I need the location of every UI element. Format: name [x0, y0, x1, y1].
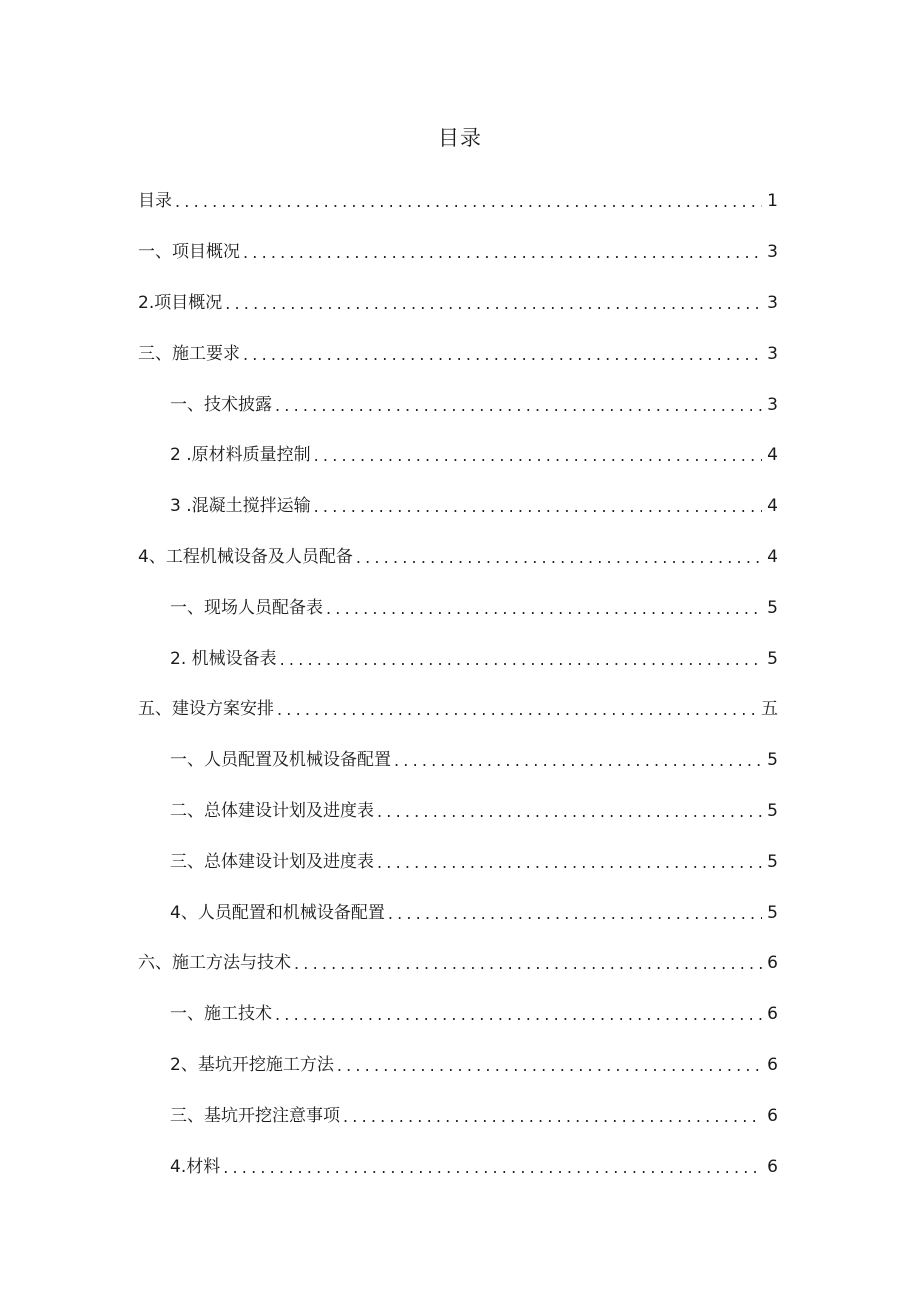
- toc-entry-label: 2、基坑开挖施工方法: [170, 1054, 334, 1075]
- dot-leader: [314, 445, 763, 467]
- toc-entry-page: 3: [767, 242, 778, 263]
- toc-entry-page: 3: [767, 343, 778, 364]
- dot-leader: [175, 191, 762, 213]
- dot-leader: [275, 1004, 762, 1026]
- toc-entry[interactable]: [138, 227, 778, 278]
- toc-entry[interactable]: [138, 887, 778, 938]
- toc-entry[interactable]: [138, 278, 778, 329]
- toc-entry-label: 一、技术披露: [170, 394, 272, 415]
- toc-entry-page: 3: [767, 292, 778, 313]
- dot-leader: [337, 1055, 762, 1077]
- toc-entry-label: 2. 机械设备表: [170, 648, 277, 669]
- toc-entry-page: 5: [767, 800, 778, 821]
- toc-list: [138, 176, 778, 1192]
- toc-entry-page: 五: [761, 699, 778, 720]
- toc-entry[interactable]: [138, 786, 778, 837]
- toc-entry[interactable]: [138, 1141, 778, 1192]
- toc-entry[interactable]: [138, 735, 778, 786]
- toc-entry-label: 4、工程机械设备及人员配备: [138, 546, 353, 567]
- toc-title: 目录: [438, 126, 482, 150]
- dot-leader: [275, 395, 762, 417]
- toc-entry-page: 5: [767, 648, 778, 669]
- toc-entry[interactable]: [138, 836, 778, 887]
- dot-leader: [377, 852, 762, 874]
- toc-entry-label: 3 .混凝土搅拌运输: [170, 496, 311, 517]
- toc-entry[interactable]: [138, 532, 778, 583]
- toc-entry-page: 5: [767, 902, 778, 923]
- toc-entry[interactable]: [138, 1040, 778, 1091]
- toc-entry-page: 5: [767, 750, 778, 771]
- toc-entry-label: 六、施工方法与技术: [138, 953, 291, 974]
- dot-leader: [243, 242, 762, 264]
- dot-leader: [356, 547, 762, 569]
- toc-entry[interactable]: [138, 379, 778, 430]
- toc-entry[interactable]: [138, 1090, 778, 1141]
- dot-leader: [343, 1106, 762, 1128]
- toc-entry-page: 5: [767, 851, 778, 872]
- dot-leader: [277, 699, 756, 721]
- toc-entry-page: 5: [767, 597, 778, 618]
- toc-entry-label: 二、总体建设计划及进度表: [170, 800, 374, 821]
- toc-entry-label: 三、基坑开挖注意事项: [170, 1105, 340, 1126]
- dot-leader: [394, 750, 762, 772]
- toc-entry-label: 4.材料: [170, 1156, 221, 1177]
- toc-entry-page: 6: [767, 1004, 778, 1025]
- toc-entry-page: 3: [767, 394, 778, 415]
- toc-entry-page: 1: [767, 191, 778, 212]
- toc-entry[interactable]: [138, 633, 778, 684]
- dot-leader: [243, 344, 762, 366]
- toc-entry-page: 6: [767, 1156, 778, 1177]
- toc-entry-page: 4: [767, 445, 778, 466]
- toc-entry-label: 一、现场人员配备表: [170, 597, 323, 618]
- dot-leader: [314, 496, 763, 518]
- toc-entry-page: 6: [767, 1105, 778, 1126]
- toc-entry[interactable]: [138, 430, 778, 481]
- dot-leader: [377, 801, 762, 823]
- dot-leader: [326, 598, 762, 620]
- dot-leader: [294, 953, 762, 975]
- toc-entry[interactable]: [138, 481, 778, 532]
- toc-entry-label: 一、人员配置及机械设备配置: [170, 750, 391, 771]
- toc-entry-label: 2.项目概况: [138, 292, 223, 313]
- toc-entry-label: 一、项目概况: [138, 242, 240, 263]
- toc-entry[interactable]: [138, 938, 778, 989]
- toc-entry-label: 三、施工要求: [138, 343, 240, 364]
- toc-entry[interactable]: [138, 176, 778, 227]
- toc-entry-label: 一、施工技术: [170, 1004, 272, 1025]
- toc-entry[interactable]: [138, 989, 778, 1040]
- toc-entry[interactable]: [138, 328, 778, 379]
- toc-entry-label: 2 .原材料质量控制: [170, 445, 311, 466]
- toc-entry-page: 4: [767, 496, 778, 517]
- toc-entry-page: 4: [767, 546, 778, 567]
- dot-leader: [223, 1157, 762, 1179]
- toc-entry-page: 6: [767, 1054, 778, 1075]
- toc-entry-label: 目录: [138, 191, 172, 212]
- dot-leader: [280, 649, 763, 671]
- toc-entry-label: 4、人员配置和机械设备配置: [170, 902, 385, 923]
- toc-entry-page: 6: [767, 953, 778, 974]
- dot-leader: [225, 293, 762, 315]
- dot-leader: [388, 903, 762, 925]
- toc-entry[interactable]: [138, 582, 778, 633]
- toc-entry[interactable]: [138, 684, 778, 735]
- toc-entry-label: 五、建设方案安排: [138, 699, 274, 720]
- toc-entry-label: 三、总体建设计划及进度表: [170, 851, 374, 872]
